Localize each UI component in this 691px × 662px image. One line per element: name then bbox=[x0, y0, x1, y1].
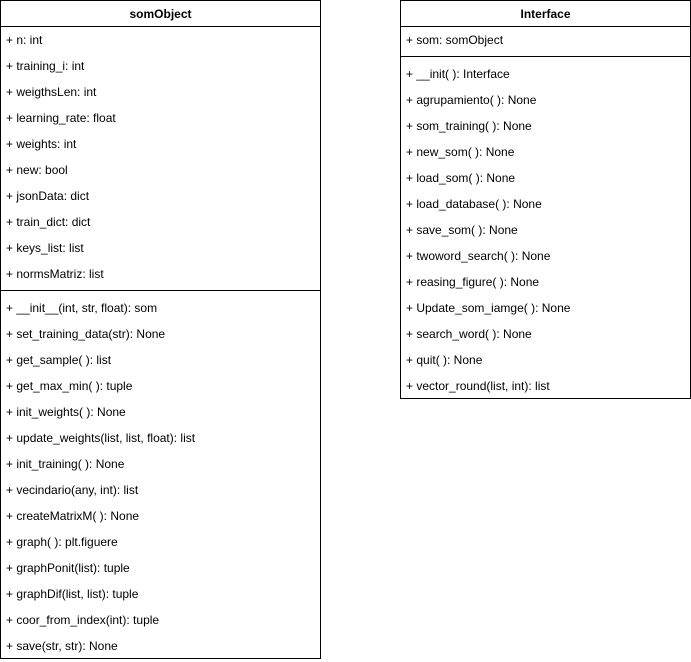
operation: + set_training_data(str): None bbox=[6, 327, 166, 341]
operation: + update_weights(list, list, float): list bbox=[6, 431, 196, 445]
operation: + __init__(int, str, float): som bbox=[6, 301, 158, 315]
attribute: + normsMatriz: list bbox=[6, 267, 104, 281]
attributes-section-interface bbox=[401, 27, 690, 57]
operations-section-interface bbox=[401, 57, 690, 399]
attribute: + keys_list: list bbox=[6, 241, 84, 255]
attribute: + train_dict: dict bbox=[6, 215, 91, 229]
attribute: + training_i: int bbox=[6, 59, 85, 73]
operation: + init_weights( ): None bbox=[6, 405, 126, 419]
operation: + save_som( ): None bbox=[406, 223, 518, 237]
operation: + agrupamiento( ): None bbox=[406, 93, 537, 107]
operation: + graphPonit(list): tuple bbox=[6, 561, 130, 575]
class-box-somobject[interactable] bbox=[0, 0, 321, 659]
class-box-interface[interactable] bbox=[400, 0, 691, 399]
attribute: + weights: int bbox=[6, 137, 77, 151]
operation: + save(str, str): None bbox=[6, 639, 118, 653]
attribute: + new: bool bbox=[6, 163, 68, 177]
attributes-section-somobject bbox=[1, 27, 320, 291]
operation: + coor_from_index(int): tuple bbox=[6, 613, 160, 627]
operation: + vecindario(any, int): list bbox=[6, 483, 139, 497]
operation: + search_word( ): None bbox=[406, 327, 532, 341]
class-title-interface: Interface bbox=[401, 1, 690, 27]
operation: + get_sample( ): list bbox=[6, 353, 112, 367]
operation: + vector_round(list, int): list bbox=[406, 379, 550, 393]
operation: + load_som( ): None bbox=[406, 171, 516, 185]
operation: + twoword_search( ): None bbox=[406, 249, 551, 263]
attribute: + jsonData: dict bbox=[6, 189, 90, 203]
attribute: + learning_rate: float bbox=[6, 111, 116, 125]
attribute: + weigthsLen: int bbox=[6, 85, 97, 99]
class-title-somobject: somObject bbox=[1, 1, 320, 27]
operation: + som_training( ): None bbox=[406, 119, 532, 133]
attribute: + n: int bbox=[6, 33, 43, 47]
operation: + new_som( ): None bbox=[406, 145, 515, 159]
attribute: + som: somObject bbox=[406, 33, 504, 47]
operation: + graph( ): plt.figuere bbox=[6, 535, 118, 549]
operation: + load_database( ): None bbox=[406, 197, 542, 211]
operation: + __init( ): Interface bbox=[406, 67, 510, 81]
operation: + createMatrixM( ): None bbox=[6, 509, 140, 523]
operation: + reasing_figure( ): None bbox=[406, 275, 540, 289]
operation: + init_training( ): None bbox=[6, 457, 125, 471]
operation: + graphDif(list, list): tuple bbox=[6, 587, 139, 601]
operations-section-somobject bbox=[1, 291, 320, 659]
operation: + get_max_min( ): tuple bbox=[6, 379, 133, 393]
operation: + quit( ): None bbox=[406, 353, 483, 367]
operation: + Update_som_iamge( ): None bbox=[406, 301, 571, 315]
